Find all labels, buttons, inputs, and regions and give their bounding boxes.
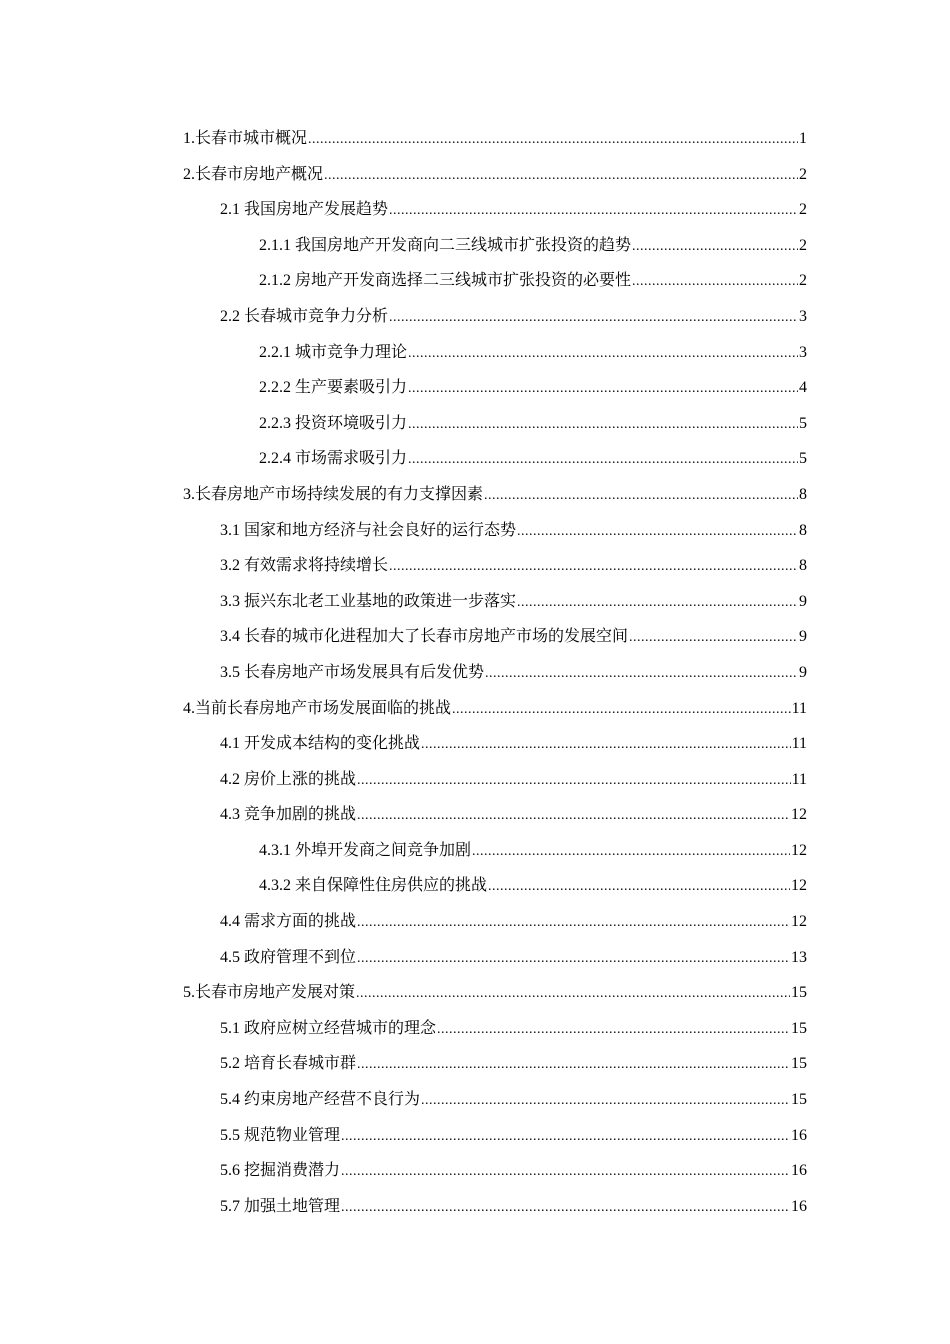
toc-dot-leader <box>389 193 798 229</box>
toc-entry[interactable] <box>183 228 807 264</box>
toc-dot-leader <box>517 585 798 621</box>
toc-entry-title: 4.1 开发成本结构的变化挑战 <box>220 735 421 753</box>
toc-entry-title: 2.2.1 城市竞争力理论 <box>259 343 408 361</box>
toc-entry[interactable] <box>183 1189 807 1225</box>
toc-entry-title: 3.长春房地产市场持续发展的有力支撑因素 <box>183 485 484 503</box>
toc-dot-leader <box>629 620 798 656</box>
toc-page-number: 8 <box>799 521 807 539</box>
toc-entry[interactable] <box>183 797 807 833</box>
toc-dot-leader <box>488 869 790 905</box>
toc-page-number: 15 <box>791 1055 807 1073</box>
toc-dot-leader <box>341 1119 790 1155</box>
toc-entry-title: 3.4 长春的城市化进程加大了长春市房地产市场的发展空间 <box>220 628 629 646</box>
toc-entry[interactable] <box>183 619 807 655</box>
toc-page-number: 5 <box>799 414 807 432</box>
toc-page-number: 5 <box>799 450 807 468</box>
toc-entry-title: 3.5 长春房地产市场发展具有后发优势 <box>220 663 485 681</box>
toc-entry[interactable] <box>183 940 807 976</box>
toc-dot-leader <box>632 264 798 300</box>
toc-entry[interactable] <box>183 299 807 335</box>
toc-entry[interactable] <box>183 691 807 727</box>
toc-page-number: 15 <box>791 1019 807 1037</box>
toc-dot-leader <box>341 1190 790 1226</box>
toc-dot-leader <box>408 371 798 407</box>
toc-page-number: 16 <box>791 1126 807 1144</box>
toc-entry-title: 3.3 振兴东北老工业基地的政策进一步落实 <box>220 592 517 610</box>
toc-page-number: 2 <box>799 236 807 254</box>
toc-dot-leader <box>357 763 791 799</box>
toc-entry-title: 2.2.4 市场需求吸引力 <box>259 450 408 468</box>
toc-dot-leader <box>324 158 798 194</box>
toc-page-number: 11 <box>791 735 807 753</box>
toc-page-number: 1 <box>799 130 807 147</box>
toc-entry[interactable] <box>183 1011 807 1047</box>
toc-page-number: 15 <box>791 1091 807 1109</box>
toc-dot-leader <box>408 336 798 372</box>
toc-page-number: 3 <box>799 343 807 361</box>
toc-entry-title: 4.3 竞争加剧的挑战 <box>220 806 357 824</box>
toc-dot-leader <box>389 549 798 585</box>
toc-entry[interactable] <box>183 762 807 798</box>
toc-entry[interactable] <box>183 477 807 513</box>
toc-dot-leader <box>308 122 798 158</box>
toc-dot-leader <box>357 905 790 941</box>
toc-entry[interactable] <box>183 1046 807 1082</box>
toc-page-number: 8 <box>799 485 807 503</box>
toc-dot-leader <box>389 300 798 336</box>
toc-entry-title: 5.4 约束房地产经营不良行为 <box>220 1091 421 1109</box>
toc-dot-leader <box>421 1083 790 1119</box>
toc-entry-title: 5.2 培育长春城市群 <box>220 1055 357 1073</box>
toc-page-number: 12 <box>791 913 807 931</box>
toc-entry[interactable] <box>183 904 807 940</box>
toc-entry-title: 4.4 需求方面的挑战 <box>220 913 357 931</box>
toc-dot-leader <box>437 1012 790 1048</box>
toc-entry-title: 4.3.2 来自保障性住房供应的挑战 <box>259 877 488 895</box>
toc-entry[interactable] <box>183 1153 807 1189</box>
toc-dot-leader <box>421 727 791 763</box>
toc-dot-leader <box>632 229 798 265</box>
toc-entry-title: 4.5 政府管理不到位 <box>220 948 357 966</box>
toc-dot-leader <box>357 1047 790 1083</box>
toc-entry[interactable] <box>183 833 807 869</box>
toc-dot-leader <box>485 656 798 692</box>
toc-entry-title: 2.2.3 投资环境吸引力 <box>259 414 408 432</box>
toc-entry-title: 5.5 规范物业管理 <box>220 1126 341 1144</box>
toc-entry-title: 4.2 房价上涨的挑战 <box>220 770 357 788</box>
toc-page-number: 11 <box>791 699 807 717</box>
toc-entry[interactable] <box>183 548 807 584</box>
toc-entry[interactable] <box>183 726 807 762</box>
toc-entry-title: 2.长春市房地产概况 <box>183 165 324 183</box>
toc-page-number: 4 <box>799 379 807 397</box>
toc-entry-title: 2.1.1 我国房地产开发商向二三线城市扩张投资的趋势 <box>259 236 632 254</box>
toc-page-number: 2 <box>799 165 807 183</box>
toc-page-number: 11 <box>791 770 807 788</box>
toc-page-number: 12 <box>791 841 807 859</box>
toc-entry-title: 2.2.2 生产要素吸引力 <box>259 379 408 397</box>
toc-entry[interactable] <box>183 192 807 228</box>
toc-page-number: 2 <box>799 201 807 219</box>
toc-dot-leader <box>356 976 790 1012</box>
toc-page-number: 15 <box>791 984 807 1002</box>
toc-entry-title: 5.1 政府应树立经营城市的理念 <box>220 1019 437 1037</box>
toc-entry-title: 5.长春市房地产发展对策 <box>183 984 356 1002</box>
toc-dot-leader <box>357 941 790 977</box>
toc-page-number: 16 <box>791 1162 807 1180</box>
toc-dot-leader <box>408 442 798 478</box>
toc-entry[interactable] <box>183 655 807 691</box>
toc-dot-leader <box>341 1154 790 1190</box>
toc-entry[interactable] <box>183 335 807 371</box>
toc-entry-title: 5.6 挖掘消费潜力 <box>220 1162 341 1180</box>
toc-entry[interactable] <box>183 868 807 904</box>
toc-entry-title: 5.7 加强土地管理 <box>220 1197 341 1215</box>
toc-entry[interactable] <box>183 441 807 477</box>
table-of-contents <box>183 121 807 1224</box>
toc-entry-title: 2.2 长春城市竞争力分析 <box>220 307 389 325</box>
toc-entry-title: 4.3.1 外埠开发商之间竞争加剧 <box>259 841 472 859</box>
toc-entry[interactable] <box>183 121 807 157</box>
toc-page-number: 9 <box>799 628 807 646</box>
toc-dot-leader <box>517 514 798 550</box>
toc-entry-title: 4.当前长春房地产市场发展面临的挑战 <box>183 699 452 717</box>
toc-dot-leader <box>452 692 791 728</box>
toc-entry[interactable] <box>183 406 807 442</box>
toc-entry[interactable] <box>183 975 807 1011</box>
toc-entry-title: 2.1 我国房地产发展趋势 <box>220 201 389 219</box>
toc-entry[interactable] <box>183 263 807 299</box>
toc-entry[interactable] <box>183 157 807 193</box>
toc-page-number: 2 <box>799 272 807 290</box>
toc-entry-title: 1.长春市城市概况 <box>183 130 308 147</box>
toc-entry[interactable] <box>183 1082 807 1118</box>
toc-dot-leader <box>357 798 790 834</box>
toc-dot-leader <box>408 407 798 443</box>
toc-entry[interactable] <box>183 1118 807 1154</box>
toc-page-number: 9 <box>799 592 807 610</box>
toc-page-number: 9 <box>799 663 807 681</box>
toc-dot-leader <box>484 478 798 514</box>
toc-entry[interactable] <box>183 513 807 549</box>
toc-page-number: 13 <box>791 948 807 966</box>
toc-page-number: 12 <box>791 806 807 824</box>
toc-page-number: 3 <box>799 307 807 325</box>
toc-page-number: 16 <box>791 1197 807 1215</box>
toc-entry-title: 3.2 有效需求将持续增长 <box>220 557 389 575</box>
toc-entry[interactable] <box>183 584 807 620</box>
toc-entry-title: 3.1 国家和地方经济与社会良好的运行态势 <box>220 521 517 539</box>
toc-page-number: 12 <box>791 877 807 895</box>
toc-page-number: 8 <box>799 557 807 575</box>
toc-entry[interactable] <box>183 370 807 406</box>
toc-dot-leader <box>472 834 790 870</box>
toc-entry-title: 2.1.2 房地产开发商选择二三线城市扩张投资的必要性 <box>259 272 632 290</box>
